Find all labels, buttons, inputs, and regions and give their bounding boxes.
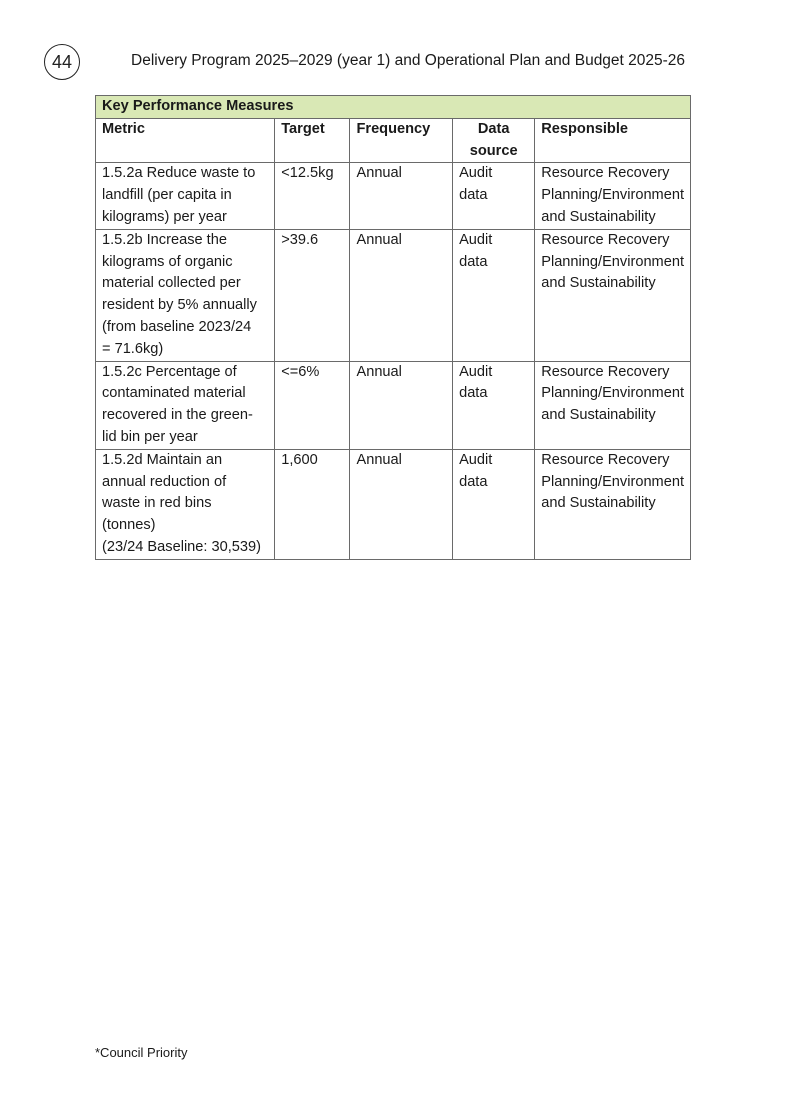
metric-cell: 1.5.2c Percentage of contaminated material recovered in the green- lid bin per year <box>96 361 275 449</box>
column-header-data-source: Data source <box>453 118 535 163</box>
frequency-cell: Annual <box>350 163 453 229</box>
table-row <box>96 163 691 229</box>
council-priority-footnote: *Council Priority <box>95 1045 188 1060</box>
column-header-responsible: Responsible <box>535 118 691 163</box>
document-title: Delivery Program 2025–2029 (year 1) and Operational Plan and Budget 2025-26 <box>131 52 686 69</box>
data-source-cell: Audit data <box>453 163 535 229</box>
section-title: Key Performance Measures <box>96 96 691 119</box>
data-source-cell: Audit data <box>453 449 535 559</box>
responsible-cell: Resource Recovery Planning/Environment and Sustainability <box>535 163 691 229</box>
target-cell: <=6% <box>275 361 350 449</box>
column-header-metric: Metric <box>96 118 275 163</box>
frequency-cell: Annual <box>350 361 453 449</box>
metric-cell: 1.5.2b Increase the kilograms of organic material collected per resident by 5% annually (from baseline 2023/24 = 71.6kg) <box>96 229 275 361</box>
responsible-cell: Resource Recovery Planning/Environment and Sustainability <box>535 361 691 449</box>
table-section-header <box>96 96 691 119</box>
frequency-cell: Annual <box>350 229 453 361</box>
metric-cell: 1.5.2d Maintain an annual reduction of waste in red bins (tonnes) (23/24 Baseline: 30,539) <box>96 449 275 559</box>
table-row <box>96 449 691 559</box>
column-header-target: Target <box>275 118 350 163</box>
page-number-badge <box>44 44 80 80</box>
page-number: 44 <box>51 51 73 72</box>
responsible-cell: Resource Recovery Planning/Environment and Sustainability <box>535 449 691 559</box>
responsible-cell: Resource Recovery Planning/Environment and Sustainability <box>535 229 691 361</box>
table-row <box>96 361 691 449</box>
data-source-cell: Audit data <box>453 361 535 449</box>
target-cell: <12.5kg <box>275 163 350 229</box>
target-cell: 1,600 <box>275 449 350 559</box>
table-row <box>96 229 691 361</box>
metric-cell: 1.5.2a Reduce waste to landfill (per capita in kilograms) per year <box>96 163 275 229</box>
key-performance-measures-table <box>95 95 691 560</box>
data-source-cell: Audit data <box>453 229 535 361</box>
frequency-cell: Annual <box>350 449 453 559</box>
column-header-frequency: Frequency <box>350 118 453 163</box>
table-column-headers <box>96 118 691 163</box>
target-cell: >39.6 <box>275 229 350 361</box>
